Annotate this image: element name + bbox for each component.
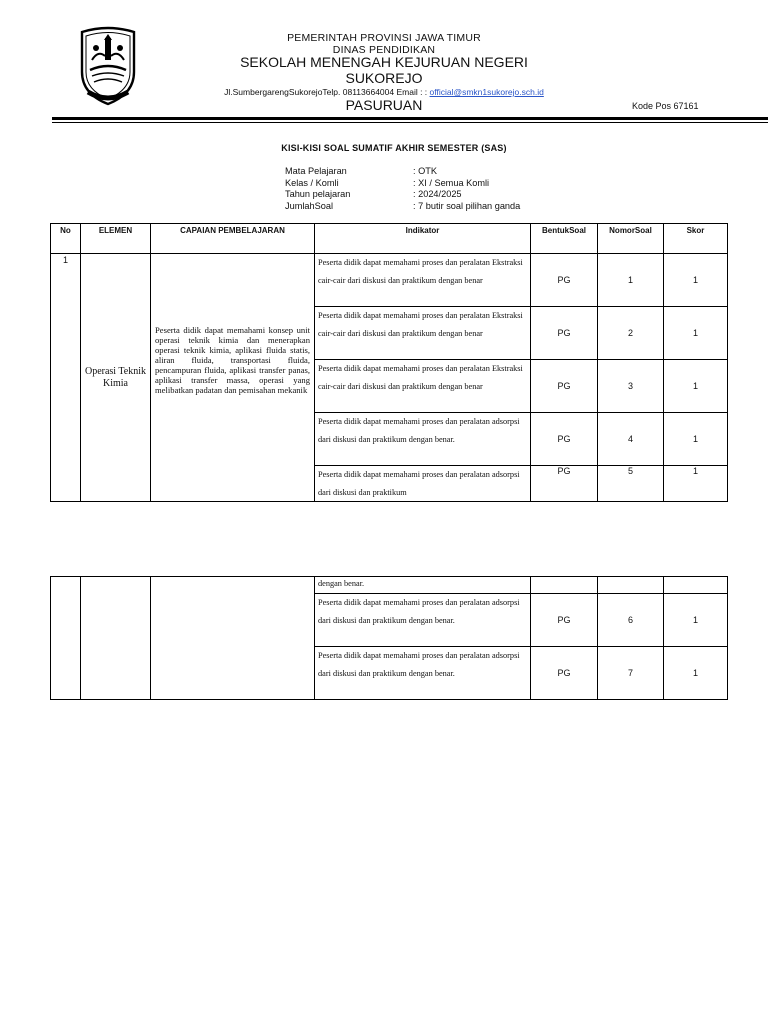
header-no: No xyxy=(51,224,81,254)
kisi-kisi-table-continued xyxy=(50,576,728,700)
department-line: DINAS PENDIDIKAN xyxy=(332,44,436,56)
capaian-empty xyxy=(151,577,315,700)
indikator-cell: Peserta didik dapat memahami proses dan peralatan Ekstraksi cair-cair dari diskusi dan praktikum dengan benar xyxy=(315,360,531,413)
bentuk-soal-cell: PG xyxy=(531,307,598,360)
header-skor: Skor xyxy=(664,224,728,254)
bentuk-soal-cell: PG xyxy=(531,413,598,466)
bentuk-soal-empty xyxy=(531,577,598,594)
header-bentuk-soal: BentukSoal xyxy=(531,224,598,254)
indikator-cell: dengan benar. xyxy=(315,577,531,594)
mapel-value: : OTK xyxy=(413,166,437,176)
nomor-soal-cell: 5 xyxy=(598,466,664,502)
postal-code: Kode Pos 67161 xyxy=(632,101,699,111)
tahun-value: : 2024/2025 xyxy=(413,189,462,199)
header-divider-thick xyxy=(52,117,768,120)
document-title: KISI-KISI SOAL SUMATIF AKHIR SEMESTER (SAS) xyxy=(281,143,507,153)
skor-cell: 1 xyxy=(664,647,728,700)
table-row xyxy=(51,254,728,307)
nomor-soal-cell: 1 xyxy=(598,254,664,307)
indikator-cell: Peserta didik dapat memahami proses dan peralatan adsorpsi dari diskusi dan praktikum dengan benar. xyxy=(315,413,531,466)
address-line xyxy=(0,87,768,97)
header-indikator: Indikator xyxy=(315,224,531,254)
row-number-empty xyxy=(51,577,81,700)
mapel-label: Mata Pelajaran xyxy=(285,166,347,176)
elemen-cell: Operasi Teknik Kimia xyxy=(81,254,151,502)
kisi-kisi-table xyxy=(50,223,728,502)
skor-cell: 1 xyxy=(664,360,728,413)
kelas-value: : XI / Semua Komli xyxy=(413,177,490,188)
nomor-soal-empty xyxy=(598,577,664,594)
bentuk-soal-cell: PG xyxy=(531,254,598,307)
skor-empty xyxy=(664,577,728,594)
header-capaian: CAPAIAN PEMBELAJARAN xyxy=(151,224,315,254)
header-nomor-soal: NomorSoal xyxy=(598,224,664,254)
capaian-cell: Peserta didik dapat memahami konsep unit operasi teknik kimia dan menerapkan operasi teknik kimia, aplikasi fluida statis, aliran fluida, transportasi fluida, pencampuran fluida, aplikasi transfer panas, aplikasi transfer massa, operasi yang melibatkan padatan dan pemisahan mekanik xyxy=(151,254,315,502)
header-divider-thin xyxy=(52,122,768,123)
table-header-row xyxy=(51,224,728,254)
skor-cell: 1 xyxy=(664,413,728,466)
school-town: SUKOREJO xyxy=(345,70,423,86)
indikator-cell: Peserta didik dapat memahami proses dan peralatan Ekstraksi cair-cair dari diskusi dan praktikum dengan benar xyxy=(315,254,531,307)
nomor-soal-cell: 2 xyxy=(598,307,664,360)
tahun-label: Tahun pelajaran xyxy=(285,189,351,199)
row-number: 1 xyxy=(51,254,81,502)
government-line: PEMERINTAH PROVINSI JAWA TIMUR xyxy=(287,32,481,44)
skor-cell: 1 xyxy=(664,307,728,360)
table-row xyxy=(51,577,728,594)
indikator-cell: Peserta didik dapat memahami proses dan peralatan adsorpsi dari diskusi dan praktikum dengan benar. xyxy=(315,594,531,647)
skor-cell: 1 xyxy=(664,254,728,307)
school-city: PASURUAN xyxy=(345,97,423,113)
school-name: SEKOLAH MENENGAH KEJURUAN NEGERI xyxy=(240,54,528,70)
exam-info xyxy=(285,166,520,212)
bentuk-soal-cell: PG xyxy=(531,466,598,502)
indikator-cell: Peserta didik dapat memahami proses dan peralatan adsorpsi dari diskusi dan praktikum xyxy=(315,466,531,502)
kelas-label: Kelas / Komli xyxy=(285,177,339,188)
skor-cell: 1 xyxy=(664,594,728,647)
nomor-soal-cell: 3 xyxy=(598,360,664,413)
bentuk-soal-cell: PG xyxy=(531,594,598,647)
nomor-soal-cell: 7 xyxy=(598,647,664,700)
bentuk-soal-cell: PG xyxy=(531,647,598,700)
header-elemen: ELEMEN xyxy=(81,224,151,254)
jumlah-value: : 7 butir soal pilihan ganda xyxy=(413,200,521,211)
elemen-empty xyxy=(81,577,151,700)
bentuk-soal-cell: PG xyxy=(531,360,598,413)
jumlah-label: JumlahSoal xyxy=(285,200,334,211)
nomor-soal-cell: 6 xyxy=(598,594,664,647)
nomor-soal-cell: 4 xyxy=(598,413,664,466)
skor-cell: 1 xyxy=(664,466,728,502)
indikator-cell: Peserta didik dapat memahami proses dan peralatan adsorpsi dari diskusi dan praktikum dengan benar. xyxy=(315,647,531,700)
indikator-cell: Peserta didik dapat memahami proses dan peralatan Ekstraksi cair-cair dari diskusi dan praktikum dengan benar xyxy=(315,307,531,360)
address-text: Jl.SumbergarengSukorejoTelp. 08113664004 Email : : xyxy=(224,87,430,97)
email-link[interactable]: official@smkn1sukorejo.sch.id xyxy=(429,87,544,97)
